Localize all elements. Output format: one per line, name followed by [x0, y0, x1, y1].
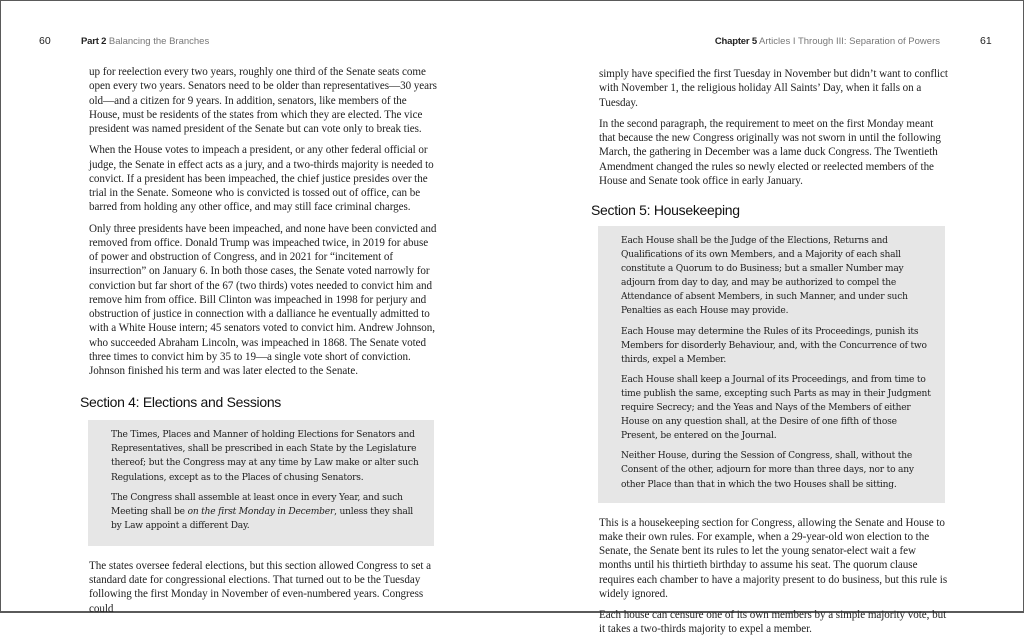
body-paragraph: In the second paragraph, the requirement to meet on the first Monday meant that because the new Congress originally was not sworn in until the following March, the gathering in December was a lame duck Congress. The Twentieth Amendment changed the rules so newly elected or reelected members of the House and Senate took office in early January.: [599, 117, 941, 187]
body-paragraph: When the House votes to impeach a president, or any other federal official or judge, the Senate in effect acts as a jury, and a two-thirds majority is needed to convict. If a president has been impeached, the chief justice presides over the trial in the Senate. Someone who is convicted is tossed out of office, can be barred from holding any other office, and may still face criminal charges.: [89, 144, 434, 214]
body-paragraph: The states oversee federal elections, but this section allowed Congress to set a standard date for congressional elections. That turned out to be the Tuesday following the first Monday in November of even-numbered years. Congress could: [89, 559, 431, 615]
quote-paragraph: Each House shall be the Judge of the Elections, Returns and Qualifications of its own Members, and a Majority of each shall constitute a Quorum to do Business; but a smaller Number may adjourn from day to day, and may be authorized to compel the Attendance of absent Members, in such Manner, and under such Penalties as each House may provide.: [621, 236, 908, 317]
section-heading: Section 5: Housekeeping: [591, 202, 740, 218]
quote-paragraph: Each House shall keep a Journal of its Proceedings, and from time to time publish the same, excepting such Parts as may in their Judgment require Secrecy; and the Yeas and Nays of the Members of either House on any question shall, at the Desire of one fifth of those Present, be entered on the Journal.: [621, 374, 931, 442]
quote-text: , unless they shall by Law appoint a different Day.: [111, 506, 413, 531]
page-number: 61: [980, 35, 992, 47]
constitution-quote-box: [598, 226, 945, 503]
body-paragraph: Each house can censure one of its own members by a simple majority vote, but it takes a two-thirds majority to expel a member.: [599, 609, 947, 636]
quote-italic-text: on the first Monday in December: [187, 506, 335, 517]
body-paragraph: simply have specified the first Tuesday in November but didn’t want to conflict with November 1, the religious holiday All Saints’ Day, when it falls on a Tuesday.: [599, 68, 948, 109]
running-head-title: Balancing the Branches: [108, 36, 210, 47]
body-paragraph: Only three presidents have been impeached, and none have been convicted and removed from office. Donald Trump was impeached twice, in 2019 for abuse of power and obstruction of Congress, and in 2021 for “incitement of insurrection” on January 6. In both those cases, the Senate voted narrowly for conviction but far short of the 67 (two thirds) votes needed to convict him and remove him from office. Bill Clinton was impeached in 1998 for perjury and obstruction of justice in connection with a dalliance he eventually admitted to with a White House intern; 45 senators voted to convict him. Andrew Johnson, who succeeded Abraham Lincoln, was impeached in 1868. The Senate voted three times to convict him by 35 to 19—a single vote short of conviction. Johnson finished his term and was later elected to the Senate.: [89, 222, 437, 377]
left-page: [1, 1, 513, 615]
running-head-chapter-label: Chapter 5: [714, 36, 757, 47]
body-column: [80, 65, 437, 623]
page-number: 60: [39, 35, 51, 47]
right-page: [513, 1, 1024, 636]
quote-text: The Congress shall assemble at least once in every Year, and such Meeting shall be: [111, 492, 403, 517]
running-head: [715, 36, 940, 47]
body-paragraph: up for reelection every two years, roughly one third of the Senate seats come open every two years. Senators need to be older than representatives—30 years old—and a citizen for 9 years. In addition, senators, like members of the House, must be residents of the states from which they are elected. The vice president was named president of the Senate but can vote only to break ties.: [89, 66, 437, 135]
running-head-title: Articles I Through III: Separation of Powers: [759, 36, 940, 47]
running-head-part-label: Part 2: [81, 36, 107, 47]
quote-paragraph: Each House may determine the Rules of its Proceedings, punish its Members for disorderly Behaviour, and, with the Concurrence of two thirds, expel a Member.: [621, 326, 927, 365]
body-column: [591, 67, 951, 644]
constitution-quote-box: [88, 420, 434, 546]
quote-paragraph: Neither House, during the Session of Congress, shall, without the Consent of the other, adjourn for more than three days, nor to any other Place than that in which the two Houses shall be sitting.: [621, 451, 914, 490]
quote-paragraph: The Times, Places and Manner of holding Elections for Senators and Representatives, shall be prescribed in each State by the Legislature thereof; but the Congress may at any time by Law make or alter such Regulations, except as to the Places of chusing Senators.: [111, 430, 419, 483]
section-heading: Section 4: Elections and Sessions: [80, 394, 282, 411]
quote-paragraph: [111, 491, 420, 533]
running-head: [81, 36, 209, 47]
body-paragraph: This is a housekeeping section for Congress, allowing the Senate and House to make their own rules. For example, when a 29-year-old won election to the Senate, the Senate bent its rules to let the young senator-elect wait a few months until his thirtieth birthday to assume his seat. The quorum clause requires each chamber to have a majority present to do business, but this rule is widely ignored.: [599, 516, 948, 600]
